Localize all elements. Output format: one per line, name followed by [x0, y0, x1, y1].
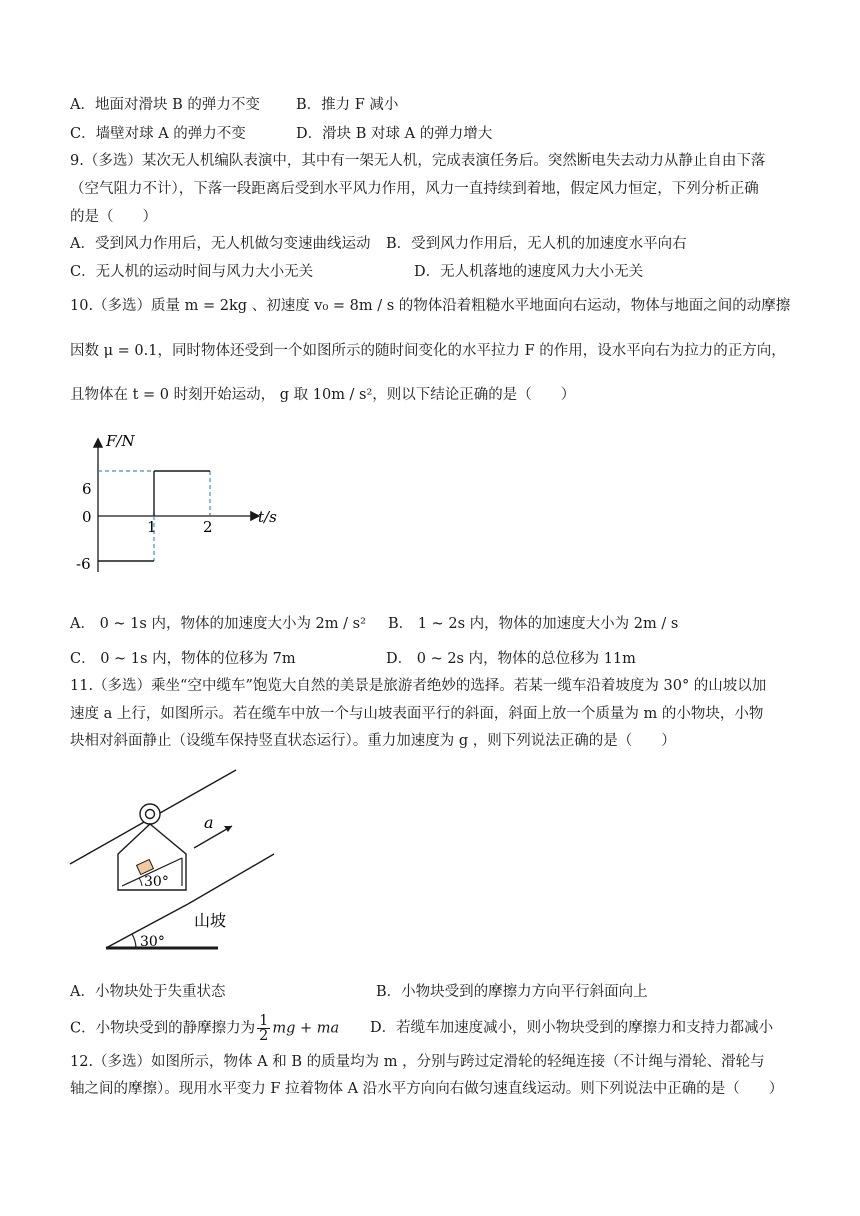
q9-stem-line3: 的是（ ） — [70, 209, 157, 225]
q10-option-a: A． 0 ~ 1s 内，物体的加速度大小为 2m / s² — [70, 616, 366, 632]
q9-stem-line1: 9.（多选）某次无人机编队表演中，其中有一架无人机，完成表演任务后。突然断电失去动力从静止自由下落 — [70, 153, 766, 169]
fraction-numerator: 1 — [259, 1013, 269, 1029]
ground-angle-arc — [132, 934, 136, 948]
q10-option-b: B． 1 ~ 2s 内，物体的加速度大小为 2m / s — [388, 616, 679, 632]
tick-label-1: 1 — [147, 518, 157, 536]
q11-cable-car-figure — [66, 762, 286, 956]
q11-stem-line2: 速度 a 上行，如图所示。若在缆车中放一个与山坡表面平行的斜面，斜面上放一个质量为 m 的小物块，小物 — [70, 706, 764, 722]
fraction-denominator: 2 — [259, 1028, 269, 1044]
q12-stem-line1: 12.（多选）如图所示，物体 A 和 B 的质量均为 m ，分别与跨过定滑轮的轻绳连接（不计绳与滑轮、滑轮与 — [70, 1054, 765, 1070]
q9-option-d: D．无人机落地的速度风力大小无关 — [414, 264, 644, 280]
q8-option-b: B．推力 F 减小 — [296, 97, 399, 113]
acceleration-arrowhead — [224, 826, 232, 832]
tick-label-0: 0 — [82, 508, 92, 526]
q11-option-c-fraction — [257, 1014, 270, 1043]
q9-option-c: C．无人机的运动时间与风力大小无关 — [70, 264, 314, 280]
y-axis-label: F/N — [106, 432, 135, 450]
q10-stem-line2: 因数 μ = 0.1，同时物体还受到一个如图所示的随时间变化的水平拉力 F 的作用，设水平向右为拉力的正方向， — [70, 343, 786, 359]
inner-angle-label: 30° — [144, 874, 169, 890]
q11-option-c-suffix: mg + ma — [272, 1020, 340, 1037]
q11-option-d: D．若缆车加速度减小，则小物块受到的摩擦力和支持力都减小 — [370, 1020, 774, 1036]
q11-option-c — [70, 1014, 339, 1043]
q9-option-b: B．受到风力作用后，无人机的加速度水平向右 — [386, 236, 687, 252]
q9-option-a: A．受到风力作用后，无人机做匀变速曲线运动 — [70, 236, 371, 252]
q10-option-d: D． 0 ~ 2s 内，物体的总位移为 11m — [386, 651, 636, 667]
slope-surface — [188, 854, 274, 904]
slope-label: 山坡 — [194, 911, 227, 930]
q11-option-c-prefix: C．小物块受到的静摩擦力为 — [70, 1020, 256, 1037]
acceleration-label: a — [204, 813, 214, 832]
q11-option-a: A．小物块处于失重状态 — [70, 984, 226, 1000]
x-axis-label: t/s — [258, 508, 277, 526]
q11-option-b: B．小物块受到的摩擦力方向平行斜面向上 — [376, 984, 648, 1000]
q11-stem-line1: 11.（多选）乘坐“空中缆车”饱览大自然的美景是旅游者绝妙的选择。若某一缆车沿着坡度为 30° 的山坡以加 — [70, 678, 767, 694]
q10-force-time-graph — [70, 432, 290, 580]
q11-stem-line3: 块相对斜面静止（设缆车保持竖直状态运行）。重力加速度为 g ，则下列说法正确的是（ ） — [70, 733, 676, 749]
tick-label-6: 6 — [82, 480, 92, 498]
pulley-wheel-inner — [146, 810, 155, 819]
q8-option-d: D．滑块 B 对球 A 的弹力增大 — [296, 126, 493, 142]
q10-stem-line1: 10.（多选）质量 m = 2kg 、初速度 v₀ = 8m / s 的物体沿着粗糙水平地面向右运动，物体与地面之间的动摩擦 — [70, 298, 791, 314]
ground-angle-label: 30° — [140, 934, 165, 950]
q10-option-c: C． 0 ~ 1s 内，物体的位移为 7m — [70, 651, 296, 667]
q9-stem-line2: （空气阻力不计），下落一段距离后受到水平风力作用，风力一直持续到着地，假定风力恒定，下列分析正确 — [70, 181, 759, 197]
q12-stem-line2: 轴之间的摩擦）。现用水平变力 F 拉着物体 A 沿水平方向向右做匀速直线运动。则下列说法中正确的是（ ） — [70, 1081, 784, 1097]
tick-label-neg6: -6 — [76, 555, 91, 573]
q8-option-c: C．墙壁对球 A 的弹力不变 — [70, 126, 246, 142]
q8-option-a: A．地面对滑块 B 的弹力不变 — [70, 97, 260, 113]
q10-stem-line3: 且物体在 t = 0 时刻开始运动， g 取 10m / s²，则以下结论正确的是（ ） — [70, 387, 576, 403]
tick-label-2: 2 — [203, 518, 213, 536]
